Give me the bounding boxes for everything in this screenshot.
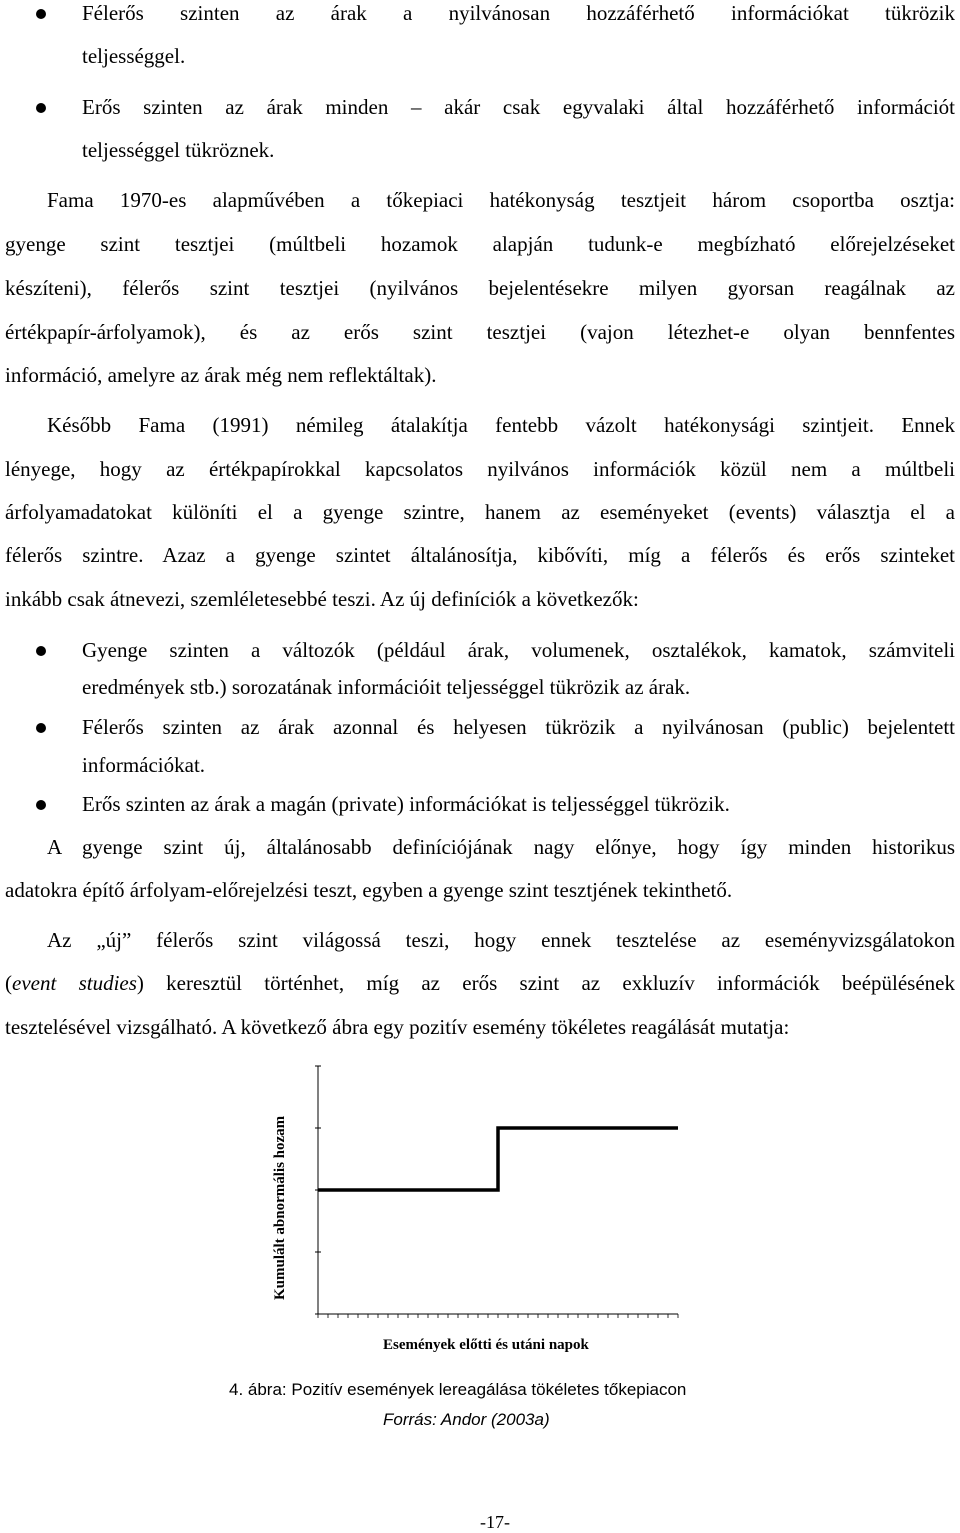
bullet-text-line: teljességgel. <box>82 44 186 68</box>
step-chart <box>260 1058 680 1368</box>
chart-x-axis-label: Események előtti és utáni napok <box>383 1337 589 1353</box>
italic-term: event studies <box>12 971 137 995</box>
bullet-dot <box>36 9 46 19</box>
paragraph-line: árfolyamadatokat különíti el a gyenge szintre, hanem az eseményeket (events) választja el a <box>5 500 955 524</box>
paragraph-line: értékpapír-árfolyamok), és az erős szint tesztjei (vajon létezhet-e olyan bennfentes <box>5 320 955 344</box>
paragraph-line: Később Fama (1991) némileg átalakítja fentebb vázolt hatékonysági szintjeit. Ennek <box>47 413 955 437</box>
figure-source: Forrás: Andor (2003a) <box>383 1410 550 1429</box>
page-number: -17- <box>480 1512 510 1532</box>
paragraph-line: Az „új” félerős szint világossá teszi, hogy ennek tesztelése az eseményvizsgálatokon <box>47 928 955 952</box>
bullet-text-line: teljességgel tükröznek. <box>82 138 275 162</box>
paragraph-line: félerős szintre. Azaz a gyenge szintet általánosítja, kibővíti, míg a félerős és erős szinteket <box>5 543 955 567</box>
bullet-text-line: Félerős szinten az árak azonnal és helyesen tükrözik a nyilvánosan (public) bejelentett <box>82 715 955 739</box>
bullet-text-line: Gyenge szinten a változók (például árak, volumenek, osztalékok, kamatok, számviteli <box>82 638 955 662</box>
bullet-dot <box>36 646 46 656</box>
bullet-text-line: Erős szinten az árak minden – akár csak egyvalaki által hozzáférhető információt <box>82 95 955 119</box>
bullet-text-line: Erős szinten az árak a magán (private) információkat is teljességgel tükrözik. <box>82 792 730 816</box>
paragraph-line: adatokra építő árfolyam-előrejelzési teszt, egyben a gyenge szint tesztjének tekinthető. <box>5 878 733 902</box>
bullet-text-line: eredmények stb.) sorozatának információit teljességgel tükrözik az árak. <box>82 675 691 699</box>
paragraph-line: készíteni), félerős szint tesztjei (nyilvános bejelentésekre milyen gyorsan reagálnak az <box>5 276 955 300</box>
bullet-text-line: Félerős szinten az árak a nyilvánosan hozzáférhető információkat tükrözik <box>82 1 955 25</box>
paragraph-line: (event studies) keresztül történhet, míg az erős szint az exkluzív információk beépülésének <box>5 971 955 995</box>
paragraph-line: gyenge szint tesztjei (múltbeli hozamok alapján tudunk-e megbízható előrejelzéseket <box>5 232 955 256</box>
paragraph-line: tesztelésével vizsgálható. A következő ábra egy pozitív esemény tökéletes reagálását mutatja: <box>5 1015 790 1039</box>
paragraph-line-rest: ) keresztül történhet, míg az erős szint az exkluzív információk beépülésének <box>136 971 955 995</box>
bullet-dot <box>36 723 46 733</box>
chart-series-line <box>318 1128 678 1190</box>
figure-caption: 4. ábra: Pozitív események lereagálása tökéletes tőkepiacon <box>229 1380 687 1399</box>
chart-y-axis-label: Kumulált abnormális hozam <box>272 1115 288 1300</box>
paragraph-line: A gyenge szint új, általánosabb definíciójának nagy előnye, hogy így minden historikus <box>47 835 955 859</box>
bullet-dot <box>36 103 46 113</box>
paragraph-line: információ, amelyre az árak még nem reflektáltak). <box>5 363 437 387</box>
paragraph-line: inkább csak átnevezi, szemléletesebbé teszi. Az új definíciók a következők: <box>5 587 639 611</box>
bullet-text-line: információkat. <box>82 753 206 777</box>
bullet-dot <box>36 800 46 810</box>
paragraph-line: lényege, hogy az értékpapírokkal kapcsolatos nyilvános információk közül nem a múltbeli <box>5 457 955 481</box>
paragraph-line: Fama 1970-es alapművében a tőkepiaci hatékonyság tesztjeit három csoportba osztja: <box>47 188 955 212</box>
